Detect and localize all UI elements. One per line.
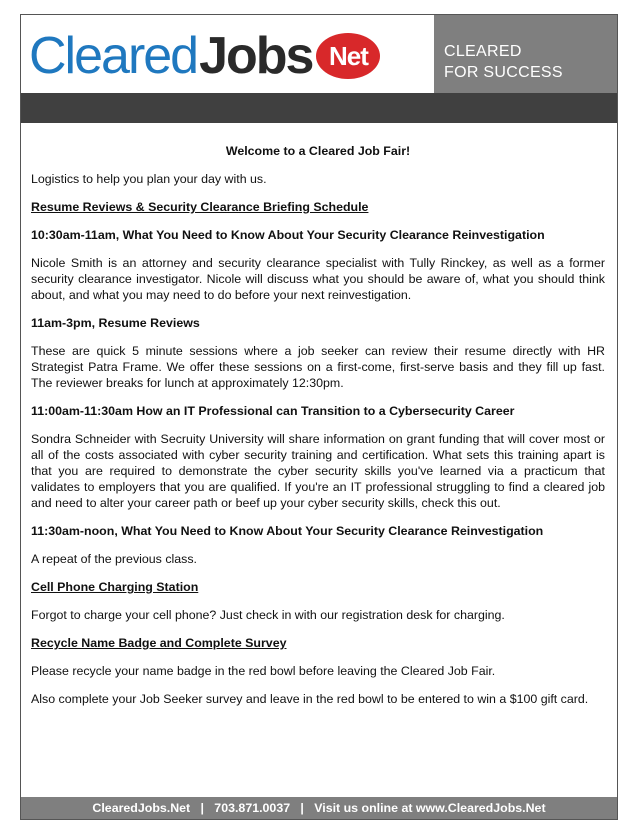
clearedjobs-logo: [29, 27, 380, 85]
flyer-frame: [20, 14, 618, 820]
charging-text: Forgot to charge your cell phone? Just check in with our registration desk for charging.: [31, 608, 505, 622]
session-text: These are quick 5 minute sessions where a job seeker can review their resume directly with HR Strategist Patra Frame. We offer these sessions on a first-come, first-serve basis and they fill up fast. The reviewer breaks for lunch at approximately 12:30pm.: [31, 344, 605, 390]
header: [21, 15, 617, 93]
logo-area: [21, 15, 434, 93]
session-heading: 11am-3pm, Resume Reviews: [31, 316, 200, 330]
logo-net-badge: Net: [316, 33, 380, 79]
intro-text: Logistics to help you plan your day with us.: [31, 172, 267, 186]
footer-bar: [21, 797, 617, 819]
content: [31, 123, 605, 707]
recycle-heading: Recycle Name Badge and Complete Survey: [31, 636, 287, 650]
tagline-line1: CLEARED: [444, 43, 522, 60]
header-dark-band: [21, 93, 617, 123]
survey-text: Also complete your Job Seeker survey and leave in the red bowl to be entered to win a $100 gift card.: [31, 692, 589, 706]
session-text: Sondra Schneider with Secruity University will share information on grant funding that will cover most or all of the costs associated with cyber security training and certification. What sets this training apart is that you are required to demonstrate the cyber security skills you've learned via a practicum that validates to employers that you are qualified. If you're an IT professional struggling to find a cleared job and need to alter your career path or beef up your cyber security skills, check this out.: [31, 432, 605, 510]
session-heading: 10:30am-11am, What You Need to Know About Your Security Clearance Reinvestigation: [31, 228, 545, 242]
recycle-text: Please recycle your name badge in the red bowl before leaving the Cleared Job Fair.: [31, 664, 496, 678]
schedule-heading: Resume Reviews & Security Clearance Briefing Schedule: [31, 200, 369, 214]
tagline-line2: FOR SUCCESS: [444, 64, 563, 81]
welcome-title: Welcome to a Cleared Job Fair!: [225, 144, 411, 158]
footer-text: ClearedJobs.Net | 703.871.0037 | Visit us online at www.ClearedJobs.Net: [92, 801, 546, 815]
session-text: Nicole Smith is an attorney and security clearance specialist with Tully Rinckey, as well as a former security clearance investigator. Nicole will discuss what you should be aware of, what you should think about, and what you may need to do before your next reinvestigation.: [31, 256, 605, 302]
session-text: A repeat of the previous class.: [31, 552, 197, 566]
session-heading: 11:00am-11:30am How an IT Professional can Transition to a Cybersecurity Career: [31, 404, 515, 418]
logo-jobs-text: Jobs: [199, 27, 313, 85]
tagline: [434, 15, 617, 93]
session-heading: 11:30am-noon, What You Need to Know About Your Security Clearance Reinvestigation: [31, 524, 544, 538]
logo-cleared-text: Cleared: [29, 27, 198, 85]
charging-heading: Cell Phone Charging Station: [31, 580, 199, 594]
